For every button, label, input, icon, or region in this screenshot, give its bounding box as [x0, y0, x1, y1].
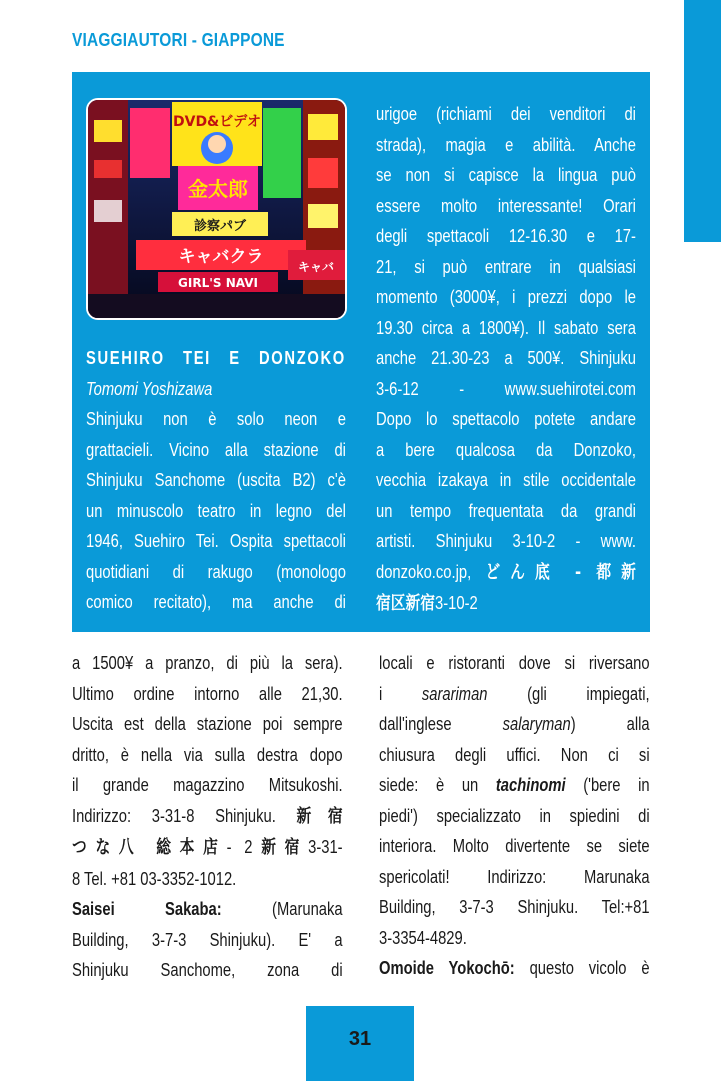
sign-girls-navi: GIRL'S NAVI: [178, 276, 258, 290]
sign-shinsatsu: 診察パブ: [193, 219, 247, 234]
body-text-line: 8 Tel. +81 03-3352-1012.: [72, 868, 237, 889]
box-text-line: strada), magia e abilità. Anche: [376, 134, 636, 155]
box-right-column: [376, 99, 636, 620]
page-number-tab: [306, 1006, 414, 1081]
body-text-line: [379, 770, 650, 801]
address-num: 3-31-: [308, 837, 343, 857]
sign-dvd: DVD&ビデオ: [172, 114, 262, 130]
box-text-line: quotidiani di rakugo (monologo: [86, 561, 346, 582]
body-text-line: a 1500¥ a pranzo, di più la sera).: [72, 653, 343, 673]
body-text-line: chiusura degli uffici. Non ci si: [379, 744, 650, 765]
box-text-line: [376, 588, 636, 620]
running-header: VIAGGIAUTORI - GIAPPONE: [72, 30, 285, 50]
body-text-line: Ultimo ordine intorno alle 21,30.: [72, 683, 343, 704]
page-number: 31: [348, 1028, 372, 1050]
body-text-line: [72, 801, 343, 833]
tachinomi-term: tachinomi: [495, 775, 566, 795]
address-sep: - 2: [226, 837, 253, 857]
body-text-line: Shinjuku Sanchome, zona di: [72, 960, 343, 980]
donzoko-jp-address: 宿区新宿: [376, 593, 436, 614]
sign-kyaba: キャバ: [297, 260, 335, 274]
jp-tsunahachi: つな八 総本店: [72, 837, 227, 858]
body-text: ) alla: [570, 714, 650, 734]
body-text-line: interiora. Molto divertente se siete: [379, 836, 650, 856]
box-text-line: se non si capisce la lingua può: [376, 165, 636, 185]
saisei-sakaba-heading: Saisei Sakaba:: [72, 899, 222, 919]
box-text-line: Dopo lo spettacolo potete andare: [376, 409, 636, 429]
body-text-line: locali e ristoranti dove si riversano: [379, 653, 650, 673]
box-author: Tomomi Yoshizawa: [86, 378, 213, 399]
box-text-line: un minuscolo teatro in legno del: [86, 500, 346, 521]
box-text-line: 19.30 circa a 1800¥). Il sabato sera: [376, 317, 636, 338]
body-text-line: dritto, è nella via sulla destra dopo: [72, 744, 343, 765]
body-text: questo vicolo è: [514, 958, 650, 978]
body-text-line: [379, 709, 650, 740]
box-text-line: 1946, Suehiro Tei. Ospita spettacoli: [86, 531, 346, 551]
box-text-line: Shinjuku Sanchome (uscita B2) c'è: [86, 470, 346, 490]
box-text-line: 21, si può entrare in qualsiasi: [376, 256, 636, 277]
body-text: siede: è un: [379, 775, 496, 795]
box-text-line: Shinjuku non è solo neon e: [86, 409, 346, 429]
body-text: i: [379, 683, 422, 704]
body-text-line: [379, 953, 650, 984]
box-text-line: essere molto interessante! Orari: [376, 195, 636, 216]
sign-cabaret: キャバクラ: [178, 247, 264, 267]
jp-shinjuku: 新宿: [252, 837, 309, 858]
donzoko-address-number: 3-10-2: [435, 593, 478, 613]
box-text-line: vecchia izakaya in stile occidentale: [376, 470, 636, 490]
donzoko-url[interactable]: donzoko.co.jp,: [376, 561, 486, 582]
box-text-line: artisti. Shinjuku 3-10-2 - www.: [376, 531, 636, 551]
body-text: dall'inglese: [379, 714, 503, 734]
box-text-line: [376, 557, 636, 589]
omoide-yokocho-heading: Omoide Yokochō:: [379, 958, 515, 978]
body-text-line: 3-3354-4829.: [379, 927, 467, 948]
box-text-line: a bere qualcosa da Donzoko,: [376, 439, 636, 460]
body-text-line: spericolati! Indirizzo: Marunaka: [379, 866, 650, 887]
body-text-line: Uscita est della stazione poi sempre: [72, 714, 343, 734]
salaryman-term: salaryman: [502, 714, 571, 734]
chapter-tab: [684, 0, 721, 242]
box-text-line: 3-6-12 - www.suehirotei.com: [376, 378, 636, 399]
jp-shinjuku: 新宿: [296, 805, 343, 827]
body-text-line: [72, 832, 343, 864]
shinjuku-neon-photo: [86, 98, 347, 320]
box-left-column: [86, 343, 346, 618]
box-text-line: grattacieli. Vicino alla stazione di: [86, 439, 346, 460]
box-text-line: degli spettacoli 12-16.30 e 17-: [376, 226, 636, 246]
box-text-line: un tempo frequentata da grandi: [376, 500, 636, 521]
body-text: (gli impiegati,: [487, 683, 650, 704]
donzoko-jp-name: どん底 - 都新: [485, 561, 636, 583]
sign-kintaro: 金太郎: [188, 177, 248, 201]
body-text-line: [379, 679, 650, 710]
box-text-line: comico recitato), ma anche di: [86, 592, 346, 612]
box-title: SUEHIRO TEI E DONZOKO: [86, 348, 346, 368]
neon-signs-illustration: [88, 100, 345, 318]
body-text-line: piedi') specializzato in spiedini di: [379, 805, 650, 826]
body-right-column: [379, 648, 650, 984]
body-text-line: Building, 3-7-3 Shinjuku). E' a: [72, 929, 343, 950]
body-text-line: il grande magazzino Mitsukoshi.: [72, 775, 343, 795]
box-text-line: urigoe (richiami dei venditori di: [376, 104, 636, 124]
box-text-line: momento (3000¥, i prezzi dopo le: [376, 287, 636, 307]
body-text-line: Building, 3-7-3 Shinjuku. Tel:+81: [379, 897, 650, 917]
body-left-column: [72, 648, 343, 986]
box-text-line: anche 21.30-23 a 500¥. Shinjuku: [376, 348, 636, 368]
body-text: (Marunaka: [221, 899, 343, 919]
body-text-line: [72, 894, 343, 925]
sarariman-term: sarariman: [421, 683, 488, 704]
address-text: Indirizzo: 3-31-8 Shinjuku.: [72, 805, 297, 826]
body-text: ('bere in: [565, 775, 650, 795]
